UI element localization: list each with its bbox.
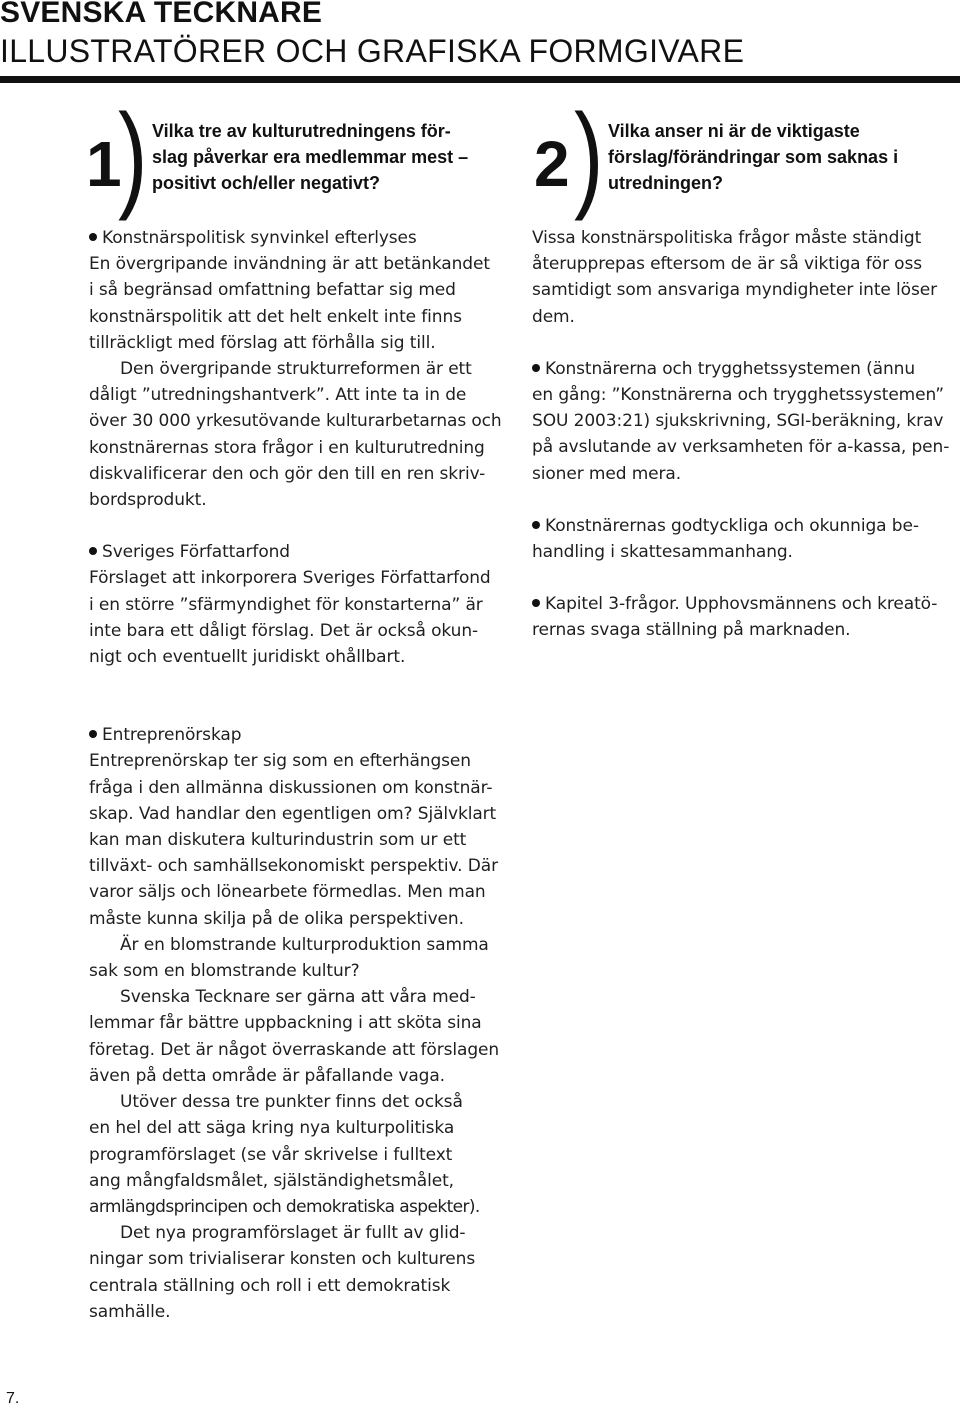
question-2-line: förslag/förändringar som saknas i [608, 147, 899, 167]
paragraph-line: kan man diskutera kulturindustrin som ur ett [89, 830, 467, 851]
paragraph-line: Det nya programförslaget är fullt av glid- [120, 1223, 466, 1244]
paragraph-line: handling i skattesammanhang. [532, 542, 793, 563]
paragraph-line: varor säljs och lönearbete förmedlas. Men man [89, 882, 486, 903]
question-2-line: utredningen? [608, 173, 723, 193]
paragraph-line: nigt och eventuellt juridiskt ohållbart. [89, 647, 406, 668]
paragraph-line: Förslaget att inkorporera Sveriges Författarfond [89, 568, 491, 589]
bullet-heading: Sveriges Författarfond [89, 539, 519, 565]
paragraph-line: Svenska Tecknare ser gärna att våra med- [120, 987, 476, 1008]
paragraph-line: återupprepas eftersom de är så viktiga för oss [532, 254, 922, 275]
question-2-paren: ) [574, 90, 604, 222]
paragraph-line: samhälle. [89, 1301, 171, 1322]
bullet-icon [89, 730, 97, 738]
question-1-number: 1 [86, 128, 122, 200]
paragraph-line: skap. Vad handlar den egentligen om? Självklart [89, 803, 497, 824]
paragraph-line: måste kunna skilja på de olika perspektiven. [89, 908, 464, 929]
paragraph-line: konstnärspolitik att det helt enkelt inte finns [89, 306, 462, 327]
paragraph-line: tillväxt- och samhällsekonomiskt perspektiv. Där [89, 856, 498, 877]
bullet-icon [89, 547, 97, 555]
paragraph-line: konstnärernas stora frågor i en kulturutredning [89, 437, 485, 458]
paragraph-line: tillräckligt med förslag att förhålla sig till. [89, 332, 436, 353]
question-2-text [608, 118, 898, 196]
bullet-icon [532, 599, 540, 607]
paragraph-line: dem. [532, 306, 575, 327]
question-1-text [152, 118, 468, 196]
paragraph-line: SOU 2003:21) sjukskrivning, SGI-beräkning, krav [532, 411, 944, 432]
bullet-item: Konstnärernas godtyckliga och okunniga be- [532, 513, 952, 539]
question-1-paren: ) [118, 90, 148, 222]
organization-subtitle: ILLUSTRATÖRER OCH GRAFISKA FORMGIVARE [0, 33, 745, 69]
paragraph-line: centrala ställning och roll i ett demokratisk [89, 1275, 451, 1296]
bullet-heading: Entreprenörskap [89, 722, 519, 748]
question-1-line: slag påverkar era medlemmar mest – [152, 147, 469, 167]
header-rule [0, 76, 960, 83]
bullet-item: Konstnärerna och trygghetssystemen (ännu [532, 356, 952, 382]
paragraph-line: programförslaget (se vår skrivelse i fulltext [89, 1144, 453, 1165]
paragraph-line: i så begränsad omfattning befattar sig med [89, 280, 456, 301]
paragraph-line: även på detta område är påfallande vaga. [89, 1065, 445, 1086]
paragraph-line: Utöver dessa tre punkter finns det också [120, 1092, 463, 1113]
right-column [532, 225, 952, 644]
paragraph-line: en gång: ”Konstnärerna och trygghetssystemen” [532, 385, 944, 406]
paragraph-line: fråga i den allmänna diskussionen om konstnär- [89, 777, 493, 798]
paragraph-line: diskvalificerar den och gör den till en ren skriv- [89, 463, 486, 484]
paragraph-line: sak som en blomstrande kultur? [89, 961, 360, 982]
paragraph-line: inte bara ett dåligt förslag. Det är också okun- [89, 620, 479, 641]
bullet-icon [89, 233, 97, 241]
page-number: 7. [6, 1390, 20, 1407]
paragraph-line: i en större ”sfärmyndighet för konstarterna” är [89, 594, 483, 615]
paragraph-line: samtidigt som ansvariga myndigheter inte löser [532, 280, 937, 301]
paragraph-line: dåligt ”utredningshantverk”. Att inte ta in de [89, 385, 467, 406]
paragraph-line: bordsprodukt. [89, 490, 207, 511]
paragraph-line: på avslutande av verksamheten för a-kassa, pen- [532, 437, 950, 458]
left-column [89, 225, 519, 1325]
paragraph-line: över 30 000 yrkesutövande kulturarbetarnas och [89, 411, 502, 432]
question-1-line: positivt och/eller negativt? [152, 173, 381, 193]
question-2-number: 2 [534, 128, 570, 200]
question-2-line: Vilka anser ni är de viktigaste [608, 121, 860, 141]
paragraph-line: armlängdsprincipen och demokratiska aspekter). [89, 1196, 480, 1217]
paragraph-line: Vissa konstnärspolitiska frågor måste ständigt [532, 228, 922, 248]
bullet-icon [532, 364, 540, 372]
paragraph-line: sioner med mera. [532, 463, 682, 484]
paragraph-line: företag. Det är något överraskande att förslagen [89, 1039, 500, 1060]
bullet-icon [532, 521, 540, 529]
paragraph-line: rernas svaga ställning på marknaden. [532, 620, 851, 641]
paragraph-line: ang mångfaldsmålet, själständighetsmålet, [89, 1170, 454, 1191]
paragraph-line: lemmar får bättre uppbackning i att sköta sina [89, 1013, 482, 1034]
bullet-item: Kapitel 3-frågor. Upphovsmännens och kreatö- [532, 591, 952, 617]
paragraph-line: En övergripande invändning är att betänkandet [89, 254, 490, 275]
bullet-heading: Konstnärspolitisk synvinkel efterlyses [89, 225, 519, 251]
paragraph-line: Är en blomstrande kulturproduktion samma [120, 934, 489, 955]
paragraph-line: Den övergripande strukturreformen är ett [120, 359, 472, 380]
question-1-line: Vilka tre av kulturutredningens för- [152, 121, 451, 141]
paragraph-line: Entreprenörskap ter sig som en efterhängsen [89, 751, 471, 772]
paragraph-line: ningar som trivialiserar konsten och kulturens [89, 1249, 476, 1270]
organization-name: SVENSKA TECKNARE [0, 0, 323, 29]
paragraph-line: en hel del att säga kring nya kulturpolitiska [89, 1118, 455, 1139]
